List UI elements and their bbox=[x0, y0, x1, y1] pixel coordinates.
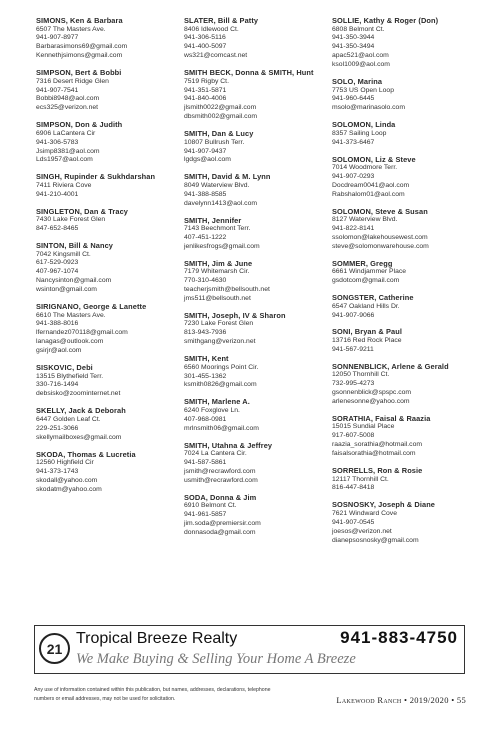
entry-name: SOLOMON, Steve & Susan bbox=[332, 206, 428, 216]
entry-detail: 941-907-0545 bbox=[332, 518, 375, 526]
entry-detail: 6507 The Masters Ave. bbox=[36, 25, 106, 33]
entry-detail: jim.soda@premiersir.com bbox=[184, 520, 261, 528]
entry-detail: apac521@aol.com bbox=[332, 52, 389, 60]
entry-detail: 8127 Waterview Blvd. bbox=[332, 216, 398, 224]
entry-detail: 13716 Red Rock Place bbox=[332, 336, 402, 344]
entry-detail: 6547 Oakland Hills Dr. bbox=[332, 302, 400, 310]
entry-detail: Kennethjsimons@gmail.com bbox=[36, 52, 123, 60]
entry-detail: 816-447-8418 bbox=[332, 484, 375, 492]
entry-detail: 407-451-1222 bbox=[184, 234, 227, 241]
entry-name: SIMPSON, Don & Judith bbox=[36, 120, 123, 130]
directory-entry bbox=[184, 259, 324, 304]
directory-columns bbox=[36, 16, 466, 616]
page-footer bbox=[336, 695, 466, 705]
entry-name: SODA, Donna & Jim bbox=[184, 492, 257, 502]
entry-detail: 12117 Thornhill Ct. bbox=[332, 475, 389, 483]
footer-separator: • bbox=[451, 695, 457, 705]
entry-detail: Nancysinton@gmail.com bbox=[36, 277, 112, 285]
directory-entry bbox=[332, 120, 472, 147]
entry-detail: ecs325@verizon.net bbox=[36, 104, 99, 112]
entry-detail: 10807 Bullrush Terr. bbox=[184, 138, 245, 146]
entry-detail: 941-210-4001 bbox=[36, 190, 79, 198]
footer-separator: • bbox=[403, 695, 410, 705]
entry-detail: teacherjsmith@bellsouth.net bbox=[184, 286, 270, 294]
entry-detail: 6610 The Masters Ave. bbox=[36, 311, 106, 319]
entry-detail: 941-388-8016 bbox=[36, 320, 79, 328]
entry-detail: 6447 Golden Leaf Ct. bbox=[36, 415, 101, 423]
entry-detail: 7519 Rigby Ct. bbox=[184, 77, 229, 85]
directory-entry bbox=[332, 327, 472, 354]
directory-entry bbox=[332, 207, 472, 252]
entry-detail: Jsimp8381@aol.com bbox=[36, 147, 100, 155]
footer-page-number: 55 bbox=[456, 695, 466, 705]
entry-detail: 15015 Sundial Place bbox=[332, 423, 395, 431]
entry-detail: 12050 Thornhill Ct. bbox=[332, 371, 390, 379]
directory-entry bbox=[332, 362, 472, 407]
entry-detail: 7430 Lake Forest Glen bbox=[36, 216, 106, 224]
entry-name: SISKOVIC, Debi bbox=[36, 363, 93, 373]
entry-name: SONI, Bryan & Paul bbox=[332, 327, 402, 337]
entry-detail: 617-529-0923 bbox=[36, 259, 79, 267]
entry-detail: 7411 Riviera Cove bbox=[36, 181, 92, 189]
entry-detail: smithgang@verizon.net bbox=[184, 338, 256, 346]
entry-name: SONGSTER, Catherine bbox=[332, 293, 414, 303]
entry-detail: 7230 Lake Forest Glen bbox=[184, 320, 254, 328]
entry-detail: 7143 Beechmont Terr. bbox=[184, 225, 251, 233]
entry-detail: Lds1957@aol.com bbox=[36, 156, 93, 164]
entry-detail: msolo@marinasolo.com bbox=[332, 104, 406, 112]
entry-name: SMITH, Joseph, IV & Sharon bbox=[184, 310, 286, 320]
directory-entry bbox=[36, 241, 176, 295]
directory-entry bbox=[184, 493, 324, 538]
directory-entry bbox=[332, 77, 472, 113]
entry-name: SINTON, Bill & Nancy bbox=[36, 241, 114, 250]
entry-detail: 941-400-5097 bbox=[184, 43, 227, 51]
entry-detail: donnasoda@gmail.com bbox=[184, 528, 256, 536]
directory-entry bbox=[332, 293, 472, 320]
entry-detail: Bobbi8948@aol.com bbox=[36, 95, 100, 103]
directory-entry bbox=[36, 207, 176, 234]
entry-detail: raazia_sorathia@hotmail.com bbox=[332, 441, 423, 449]
directory-entry bbox=[36, 450, 176, 495]
entry-detail: 7024 La Cantera Cir. bbox=[184, 450, 247, 458]
entry-name: SINGH, Rupinder & Sukhdarshan bbox=[36, 172, 156, 182]
realty-slogan: We Make Buying & Selling Your Home A Breeze bbox=[76, 651, 356, 667]
entry-detail: 732-995-4273 bbox=[332, 380, 375, 388]
entry-detail: 6560 Moorings Point Cir. bbox=[184, 363, 259, 371]
entry-name: SORRELLS, Ron & Rosie bbox=[332, 466, 423, 475]
entry-detail: ksol1009@aol.com bbox=[332, 61, 390, 69]
entry-detail: Barbarasimons69@gmail.com bbox=[36, 43, 128, 51]
entry-name: SONNENBLICK, Arlene & Gerald bbox=[332, 361, 449, 371]
entry-detail: steve@solomonwarehouse.com bbox=[332, 242, 429, 250]
entry-detail: 813-943-7936 bbox=[184, 329, 227, 337]
entry-detail: 8406 Idlewood Ct. bbox=[184, 25, 239, 33]
entry-detail: 229-251-3066 bbox=[36, 424, 79, 432]
directory-entry bbox=[184, 441, 324, 486]
directory-entry bbox=[184, 68, 324, 122]
entry-name: SMITH, Dan & Lucy bbox=[184, 129, 254, 139]
entry-detail: 941-907-0293 bbox=[332, 172, 375, 180]
entry-detail: debsisko@zoominternet.net bbox=[36, 390, 121, 398]
entry-detail: 407-968-0981 bbox=[184, 415, 227, 423]
entry-detail: jms511@bellsouth.net bbox=[184, 295, 251, 303]
entry-detail: Docdream0041@aol.com bbox=[332, 181, 410, 189]
entry-detail: skodatm@yahoo.com bbox=[36, 485, 102, 493]
entry-detail: 941-373-6467 bbox=[332, 138, 375, 146]
directory-entry bbox=[184, 397, 324, 433]
directory-entry bbox=[184, 311, 324, 347]
entry-name: SMITH, Marlene A. bbox=[184, 397, 250, 407]
directory-entry bbox=[36, 120, 176, 165]
entry-detail: arlenesonne@yahoo.com bbox=[332, 397, 410, 405]
entry-detail: 6240 Foxglove Ln. bbox=[184, 406, 240, 414]
entry-name: SKELLY, Jack & Deborah bbox=[36, 406, 126, 416]
entry-detail: 301-455-1362 bbox=[184, 372, 227, 380]
directory-entry bbox=[36, 406, 176, 442]
entry-detail: 8357 Sailing Loop bbox=[332, 129, 387, 137]
entry-detail: skellymailboxes@gmail.com bbox=[36, 433, 122, 441]
entry-detail: 7753 US Open Loop bbox=[332, 86, 394, 94]
entry-name: SMITH, Jennifer bbox=[184, 215, 242, 225]
entry-detail: dbsmith002@gmail.com bbox=[184, 113, 258, 121]
entry-name: SORATHIA, Faisal & Raazia bbox=[332, 413, 431, 423]
realty-company-name: Tropical Breeze Realty bbox=[76, 630, 238, 647]
directory-entry bbox=[184, 16, 324, 61]
entry-detail: 7621 Windward Cove bbox=[332, 509, 397, 517]
entry-name: SINGLETON, Dan & Tracy bbox=[36, 206, 129, 216]
entry-detail: 8049 Waterview Blvd. bbox=[184, 181, 250, 189]
entry-name: SMITH, David & M. Lynn bbox=[184, 172, 271, 182]
realty-phone: 941-883-4750 bbox=[340, 628, 458, 647]
entry-detail: 941-961-5857 bbox=[184, 511, 227, 519]
entry-detail: 941-350-3494 bbox=[332, 43, 375, 51]
entry-detail: 6808 Belmont Ct. bbox=[332, 25, 385, 33]
entry-detail: 6661 Windjammer Place bbox=[332, 268, 407, 276]
directory-entry bbox=[36, 363, 176, 399]
footer-year: 2019/2020 bbox=[409, 695, 449, 705]
entry-detail: 941-567-9211 bbox=[332, 345, 374, 353]
entry-name: SOLLIE, Kathy & Roger (Don) bbox=[332, 16, 439, 25]
entry-name: SIRIGNANO, George & Lanette bbox=[36, 302, 147, 312]
directory-entry bbox=[184, 354, 324, 390]
entry-detail: 941-960-6445 bbox=[332, 95, 375, 103]
entry-detail: ws321@comcast.net bbox=[184, 52, 248, 60]
entry-detail: 941-373-1743 bbox=[36, 467, 79, 475]
entry-detail: 7316 Desert Ridge Glen bbox=[36, 77, 109, 85]
footer-community: Lakewood Ranch bbox=[336, 695, 402, 705]
entry-name: SMITH BECK, Donna & SMITH, Hunt bbox=[184, 68, 314, 78]
entry-name: SLATER, Bill & Patty bbox=[184, 16, 259, 25]
entry-detail: 7179 Whitemarsh Cir. bbox=[184, 268, 250, 276]
directory-column-1 bbox=[36, 16, 176, 502]
directory-entry bbox=[36, 172, 176, 199]
entry-detail: 941-907-7541 bbox=[36, 86, 79, 94]
entry-detail: faisalsorathia@hotmail.com bbox=[332, 450, 416, 458]
directory-entry bbox=[332, 259, 472, 286]
entry-name: SOMMER, Gregg bbox=[332, 258, 393, 268]
entry-detail: jlsmith0022@gmail.com bbox=[184, 104, 257, 112]
entry-name: SOLO, Marina bbox=[332, 77, 383, 87]
entry-detail: 941-388-8585 bbox=[184, 190, 227, 198]
entry-detail: jenlikesfrogs@gmail.com bbox=[184, 242, 260, 250]
entry-detail: 6906 LaCantera Cir bbox=[36, 129, 96, 137]
directory-entry bbox=[36, 302, 176, 356]
directory-entry bbox=[332, 414, 472, 459]
entry-detail: 941-306-5116 bbox=[184, 34, 226, 42]
entry-detail: ksmith0826@gmail.com bbox=[184, 381, 257, 389]
entry-detail: 941-351-5871 bbox=[184, 86, 227, 94]
directory-column-2 bbox=[184, 16, 324, 545]
directory-entry bbox=[184, 129, 324, 165]
entry-name: SKODA, Thomas & Lucretia bbox=[36, 449, 136, 459]
entry-detail: 12560 Highfield Cir bbox=[36, 459, 94, 466]
directory-entry bbox=[332, 16, 472, 70]
entry-detail: 6910 Belmont Ct. bbox=[184, 502, 237, 510]
entry-detail: mrlnsmith06@gmail.com bbox=[184, 424, 259, 432]
entry-detail: 941-907-9437 bbox=[184, 147, 227, 155]
directory-entry bbox=[332, 155, 472, 200]
entry-name: SIMPSON, Bert & Bobbi bbox=[36, 68, 122, 78]
entry-detail: davelynn1413@aol.com bbox=[184, 199, 258, 207]
entry-name: SMITH, Kent bbox=[184, 354, 229, 364]
entry-detail: lanagas@outlook.com bbox=[36, 338, 104, 346]
entry-name: SOLOMON, Linda bbox=[332, 120, 396, 130]
directory-entry bbox=[332, 500, 472, 545]
century21-logo: 21 bbox=[39, 633, 70, 664]
entry-detail: 941-822-8141 bbox=[332, 225, 375, 233]
directory-entry bbox=[36, 68, 176, 113]
realty-advertisement bbox=[34, 625, 465, 674]
entry-detail: ssolomon@lakehousewest.com bbox=[332, 234, 428, 241]
entry-detail: jsmith@recrawford.com bbox=[184, 467, 256, 475]
entry-detail: 941-306-5783 bbox=[36, 138, 79, 146]
directory-entry bbox=[184, 172, 324, 208]
entry-detail: 330-716-1494 bbox=[36, 381, 79, 389]
disclaimer: Any use of information contained within this publication, but names, addresses, declarations, telephone numbers or email addresses, may not be used for solicitation. bbox=[34, 687, 271, 702]
entry-name: SMITH, Utahna & Jeffrey bbox=[184, 440, 273, 450]
entry-detail: joesos@verizon.net bbox=[332, 527, 392, 535]
entry-name: SOSNOSKY, Joseph & Diane bbox=[332, 500, 436, 510]
entry-detail: 13515 Blythefield Terr. bbox=[36, 372, 104, 380]
entry-detail: dianepsosnosky@gmail.com bbox=[332, 536, 419, 544]
entry-detail: 770-310-4630 bbox=[184, 277, 227, 285]
entry-detail: gsirjr@aol.com bbox=[36, 347, 82, 355]
entry-detail: 941-587-5861 bbox=[184, 459, 227, 466]
entry-detail: lgdgs@aol.com bbox=[184, 156, 231, 164]
entry-detail: gsonnenblick@spspc.com bbox=[332, 389, 412, 397]
entry-detail: usmith@recrawford.com bbox=[184, 476, 258, 484]
entry-detail: 7014 Woodmore Terr. bbox=[332, 164, 398, 172]
entry-detail: 941-907-8977 bbox=[36, 34, 79, 42]
entry-detail: 917-607-5008 bbox=[332, 432, 375, 440]
entry-name: SMITH, Jim & June bbox=[184, 258, 253, 268]
entry-detail: 7042 Kingsmill Ct. bbox=[36, 250, 91, 258]
entry-detail: Rabshalom01@aol.com bbox=[332, 190, 405, 198]
entry-detail: 941-907-9066 bbox=[332, 311, 375, 319]
entry-detail: skodall@yahoo.com bbox=[36, 476, 98, 484]
directory-column-3 bbox=[332, 16, 472, 552]
entry-detail: 847-652-8465 bbox=[36, 225, 79, 233]
directory-entry bbox=[332, 466, 472, 493]
entry-detail: 407-967-1074 bbox=[36, 268, 79, 276]
directory-entry bbox=[36, 16, 176, 61]
entry-detail: lfernandez070118@gmail.com bbox=[36, 329, 128, 337]
directory-entry bbox=[184, 216, 324, 252]
entry-name: SOLOMON, Liz & Steve bbox=[332, 154, 416, 164]
entry-detail: gsdotcom@gmail.com bbox=[332, 277, 400, 285]
entry-name: SIMONS, Ken & Barbara bbox=[36, 16, 123, 25]
entry-detail: 941-840-4006 bbox=[184, 95, 227, 103]
entry-detail: wsinton@gmail.com bbox=[36, 286, 97, 294]
entry-detail: 941-350-3944 bbox=[332, 34, 375, 42]
